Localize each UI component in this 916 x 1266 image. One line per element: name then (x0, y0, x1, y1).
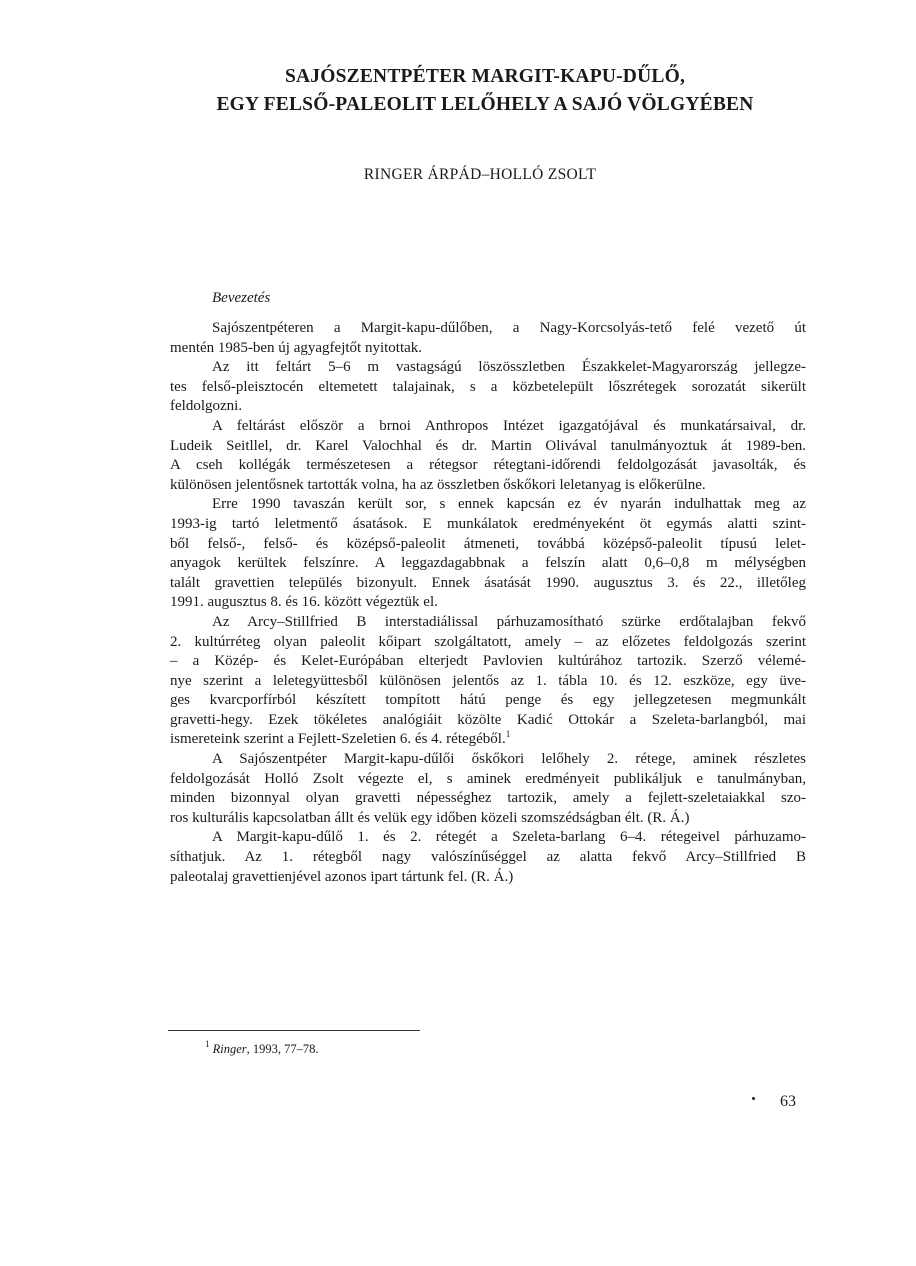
paragraph-line: minden bizonnyal olyan gravetti népességhez tartozik, amely a fejlett-szeletaiakkal szo- (170, 790, 806, 807)
footnote-marker: 1 (205, 1039, 210, 1049)
scan-speck (752, 1097, 755, 1100)
footnote-divider (168, 1030, 420, 1031)
paragraph-line: ből felső-, felső- és középső-paleolit átmeneti, továbbá középső-paleolit típusú lelet- (170, 535, 806, 552)
title-line-2: EGY FELSŐ-PALEOLIT LELŐHELY A SAJÓ VÖLGYÉBEN (216, 94, 754, 115)
paragraph-line: talált gravettien település bizonyult. Ennek ásatását 1990. augusztus 3. és 22., illetőleg (170, 574, 806, 591)
paragraph-line: paleotalaj gravettienjével azonos ipart tártunk fel. (R. Á.) (170, 868, 514, 885)
paragraph-line: Ludeik Seitllel, dr. Karel Valochhal és dr. Martin Olivával tanulmányoztuk át 1989-ben. (170, 437, 806, 454)
paragraph-line: különösen jelentősnek tartották volna, ha az összletben őskőkori leletanyag is előkerülne. (170, 476, 706, 493)
footnote-reference: 1 (505, 729, 511, 740)
paragraph-line: anyagok kerültek felszínre. A leggazdagabbnak a felszín alatt 0,6–0,8 m mélységben (170, 555, 806, 572)
paragraph-line: nye szerint a leletegyüttesből különösen jelentős az 1. tábla 10. és 12. eszköze, egy üve- (170, 672, 806, 689)
author-line: RINGER ÁRPÁD–HOLLÓ ZSOLT (363, 166, 597, 183)
paragraph-line: A Sajószentpéter Margit-kapu-dűlői őskőkori lelőhely 2. rétege, aminek részletes (212, 751, 806, 768)
body-paragraph (170, 417, 806, 495)
body-paragraph (170, 358, 806, 417)
paragraph-line: gravetti-hegy. Ezek tökéletes analógiáit közölte Kadić Ottokár a Szeleta-barlangból, mai (170, 711, 806, 728)
paragraph-line: ros kulturális kapcsolatban állt és velük egy időben közeli szomszédságban élt. (R. Á.) (170, 809, 690, 826)
paragraph-line: – a Közép- és Kelet-Európában elterjedt Pavlovien kultúrához tartozik. Szerző vélemé- (170, 653, 806, 670)
footnote (205, 1039, 319, 1057)
paragraph-line: feldolgozni. (170, 398, 243, 415)
paragraph-line: A Margit-kapu-dűlő 1. és 2. rétegét a Szeleta-barlang 6–4. rétegeivel párhuzamo- (212, 829, 806, 846)
paragraph-line: 2. kultúrréteg olyan paleolit kőipart szolgáltatott, amely – az előzetes feldolgozás szerint (170, 633, 806, 650)
footnote-citation: , 1993, 77–78. (246, 1042, 319, 1056)
paragraph-line: mentén 1985-ben új agyagfejtőt nyitottak. (170, 339, 423, 356)
body-paragraph (170, 319, 806, 358)
paragraph-line: ismereteink szerint a Fejlett-Szeletien 6. és 4. rétegéből.$^1$ (170, 729, 511, 748)
paragraph-line: feldolgozását Holló Zsolt végezte el, s aminek eredményeit publikáljuk e tanulmányban, (170, 770, 806, 787)
body-text (170, 319, 806, 887)
article-title (150, 63, 820, 119)
paragraph-line: síthatjuk. Az 1. rétegből nagy valószínűséggel az alatta fekvő Arcy–Stillfried B (170, 849, 806, 866)
paragraph-line: Erre 1990 tavaszán került sor, s ennek kapcsán ez év nyarán indulhattak meg az (212, 496, 806, 513)
page-number: 63 (780, 1093, 796, 1110)
title-line-1: SAJÓSZENTPÉTER MARGIT-KAPU-DŰLŐ, (284, 66, 686, 87)
body-paragraph (170, 613, 806, 750)
paragraph-line: Az itt feltárt 5–6 m vastagságú löszösszletben Északkelet-Magyarország jellegze- (212, 359, 806, 376)
paragraph-line: Sajószentpéteren a Margit-kapu-dűlőben, a Nagy-Korcsolyás-tető felé vezető út (212, 320, 806, 336)
body-paragraph (170, 750, 806, 828)
paragraph-line: tes felső-pleisztocén eltemetett talajainak, s a közbetelepült lőszrétegek sorozatát sikerült (170, 378, 806, 395)
footnote-author: Ringer (212, 1042, 247, 1056)
body-paragraph (170, 495, 806, 613)
body-paragraph (170, 828, 806, 887)
paragraph-line: Az Arcy–Stillfried B interstadiálissal párhuzamosítható szürke erdőtalajban fekvő (212, 613, 806, 630)
paragraph-line: A feltárást először a brnoi Anthropos Intézet igazgatójával és munkatársaival, dr. (212, 417, 806, 434)
paragraph-line: 1993-ig tartó leletmentő ásatások. E munkálatok eredményeként öt egymás alatti szint- (170, 515, 806, 532)
paragraph-line: A cseh kollégák természetesen a rétegsor rétegtani-időrendi feldolgozását javasolták, és (170, 457, 806, 474)
paragraph-line: 1991. augusztus 8. és 16. között végeztük el. (170, 594, 438, 611)
paragraph-line: ges kvarcporfírból készített tompított hátú penge és egy jellegzetesen megmunkált (170, 692, 806, 709)
section-heading: Bevezetés (212, 290, 271, 306)
